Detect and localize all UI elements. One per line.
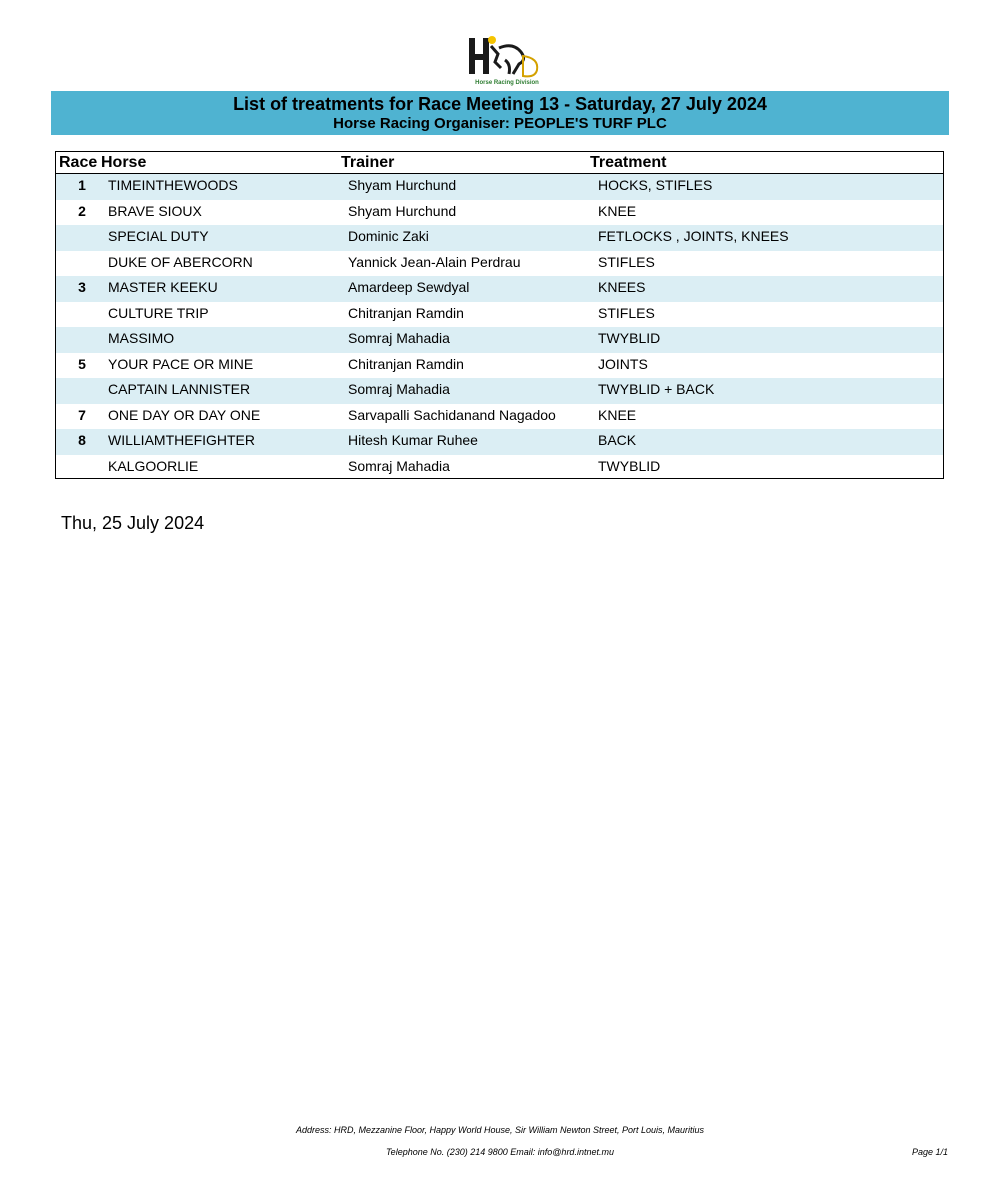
table-row <box>56 353 943 379</box>
footer-contact: Telephone No. (230) 214 9800 Email: info@hrd.intnet.mu <box>386 1147 614 1157</box>
horse-cell: TIMEINTHEWOODS <box>108 177 238 193</box>
horse-cell: WILLIAMTHEFIGHTER <box>108 432 256 448</box>
table-row <box>56 455 943 481</box>
treatment-cell: FETLOCKS , JOINTS, KNEES <box>598 228 789 244</box>
page-number: Page 1/1 <box>911 1147 948 1157</box>
table-row <box>56 327 943 353</box>
trainer-cell: Chitranjan Ramdin <box>348 304 464 321</box>
race-cell: 7 <box>78 406 86 423</box>
treatment-cell: KNEE <box>598 202 637 219</box>
treatment-cell: TWYBLID + BACK <box>598 381 715 397</box>
horse-cell: DUKE OF ABERCORN <box>108 253 253 270</box>
treatments-table <box>55 151 944 479</box>
trainer-cell: Yannick Jean-Alain Perdrau <box>348 253 521 270</box>
page-subtitle: Horse Racing Organiser: PEOPLE'S TURF PLC <box>333 115 667 132</box>
horse-cell: YOUR PACE OR MINE <box>108 355 254 372</box>
table-row <box>56 378 943 404</box>
trainer-cell: Dominic Zaki <box>348 228 429 244</box>
footer-address: Address: HRD, Mezzanine Floor, Happy World House, Sir William Newton Street, Port Louis, Mauritius <box>295 1125 705 1135</box>
table-row <box>56 302 943 328</box>
horse-cell: KALGOORLIE <box>108 457 199 474</box>
header-trainer: Trainer <box>341 154 395 171</box>
treatment-cell: STIFLES <box>598 304 655 321</box>
treatment-cell: BACK <box>598 432 637 448</box>
trainer-cell: Shyam Hurchund <box>348 202 457 219</box>
table-row <box>56 276 943 302</box>
table-row <box>56 251 943 277</box>
treatment-cell: JOINTS <box>598 355 648 372</box>
table-row <box>56 200 943 226</box>
table-row <box>56 429 943 455</box>
trainer-cell: Amardeep Sewdyal <box>348 279 470 295</box>
treatment-cell: STIFLES <box>598 253 655 270</box>
race-cell: 3 <box>78 279 86 295</box>
horse-cell: ONE DAY OR DAY ONE <box>108 406 261 423</box>
table-header <box>56 152 943 174</box>
trainer-cell: Sarvapalli Sachidanand Nagadoo <box>348 406 556 423</box>
horse-cell: MASSIMO <box>108 330 175 346</box>
race-cell: 5 <box>78 355 86 372</box>
horse-cell: MASTER KEEKU <box>108 279 218 295</box>
horse-cell: CULTURE TRIP <box>108 304 209 321</box>
table-row <box>56 404 943 430</box>
treatment-cell: KNEES <box>598 279 646 295</box>
table-row <box>56 225 943 251</box>
table-body <box>56 174 943 480</box>
trainer-cell: Shyam Hurchund <box>348 177 457 193</box>
treatment-cell: KNEE <box>598 406 637 423</box>
table-row <box>56 174 943 200</box>
print-date: Thu, 25 July 2024 <box>61 513 205 533</box>
horse-cell: BRAVE SIOUX <box>108 202 202 219</box>
trainer-cell: Somraj Mahadia <box>348 381 450 397</box>
header-race: Race <box>59 154 98 171</box>
race-cell: 1 <box>78 177 86 193</box>
treatment-cell: TWYBLID <box>598 457 661 474</box>
trainer-cell: Chitranjan Ramdin <box>348 355 464 372</box>
horse-cell: SPECIAL DUTY <box>108 228 209 244</box>
race-cell: 8 <box>78 432 86 448</box>
title-banner <box>51 91 949 135</box>
header-treatment: Treatment <box>590 154 667 171</box>
trainer-cell: Somraj Mahadia <box>348 457 450 474</box>
trainer-cell: Somraj Mahadia <box>348 330 450 346</box>
treatment-cell: HOCKS, STIFLES <box>598 177 713 193</box>
page-title: List of treatments for Race Meeting 13 - Saturday, 27 July 2024 <box>233 94 767 114</box>
race-cell: 2 <box>78 202 86 219</box>
trainer-cell: Hitesh Kumar Ruhee <box>348 432 478 448</box>
logo-caption: Horse Racing Division <box>475 80 539 86</box>
treatment-cell: TWYBLID <box>598 330 661 346</box>
horse-cell: CAPTAIN LANNISTER <box>108 381 251 397</box>
header-horse: Horse <box>101 154 147 171</box>
